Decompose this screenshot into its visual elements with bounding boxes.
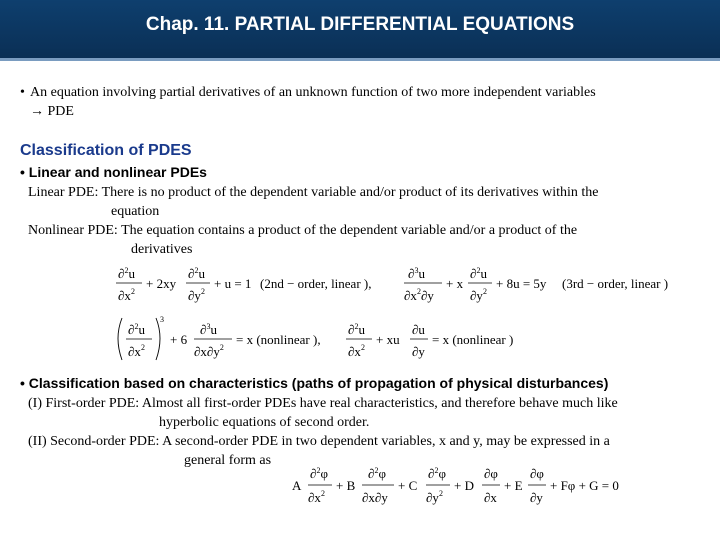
svg-text:+ xu: + xu — [376, 332, 400, 347]
linear-definition-1: Linear PDE: There is no product of the dependent variable and/or product of its derivatives within the — [28, 185, 599, 200]
nonlinear-equations-row — [110, 312, 580, 366]
intro-line-2: → PDE — [30, 104, 74, 119]
svg-text:3: 3 — [160, 315, 164, 324]
svg-text:∂y: ∂y — [530, 490, 543, 505]
svg-text:∂y2: $\partial y^2$ — [470, 287, 487, 303]
linear-nonlinear-title: • Linear and nonlinear PDEs — [20, 164, 207, 180]
second-order-2: general form as — [184, 453, 272, 468]
title-bar — [0, 0, 720, 61]
svg-text:∂x∂y: ∂x∂y — [362, 490, 388, 505]
svg-text:+ 8u = 5y: + 8u = 5y — [496, 276, 547, 291]
svg-text:∂2φ: ∂$^2$φ — [310, 466, 328, 481]
eq3-label: = x (nonlinear ), — [236, 332, 321, 347]
svg-text:∂2u: ∂$^2$u — [470, 266, 487, 281]
eq4-label: = x (nonlinear ) — [432, 332, 514, 347]
svg-text:∂2u: ∂$^2$u — [128, 322, 145, 337]
svg-text:∂3u: ∂$^3$u — [200, 322, 217, 337]
svg-text:∂2φ: ∂$^2$φ — [368, 466, 386, 481]
svg-text:+ D: + D — [454, 478, 474, 493]
svg-text:∂2u: ∂$^2$u — [348, 322, 365, 337]
page-title: Chap. 11. PARTIAL DIFFERENTIAL EQUATIONS — [145, 14, 575, 35]
second-order-1: (II) Second-order PDE: A second-order PDE in two dependent variables, x and y, may be expressed in a — [28, 434, 610, 449]
svg-text:∂φ: ∂φ — [530, 466, 544, 481]
svg-text:∂2u: ∂$^2$u — [118, 266, 135, 281]
svg-text:∂x2: $\partial x^2$ — [308, 489, 325, 505]
svg-text:∂3u: ∂$^3$u — [408, 266, 425, 281]
svg-text:∂y2: $\partial y^2$ — [426, 489, 443, 505]
svg-text:+ C: + C — [398, 478, 418, 493]
svg-text:+ 2xy: + 2xy — [146, 276, 177, 291]
nonlinear-definition-2: derivatives — [131, 242, 193, 257]
intro-bullet: • — [20, 85, 25, 100]
svg-text:+ x: + x — [446, 276, 464, 291]
first-order-2: hyperbolic equations of second order. — [159, 415, 370, 430]
svg-text:∂x: ∂x — [484, 490, 497, 505]
eq2-label: (3rd − order, linear ) — [562, 276, 669, 291]
svg-text:∂x2: $\partial x^2$ — [348, 343, 365, 359]
svg-text:∂x2: $\partial x^2$ — [128, 343, 145, 359]
svg-text:∂x∂y2: $\partial x\partial y^2$ — [194, 343, 224, 359]
svg-text:+ B: + B — [336, 478, 356, 493]
svg-text:+ 6: + 6 — [170, 332, 188, 347]
general-form-equation — [290, 462, 640, 510]
svg-text:∂x2∂y: $\partial x^2\partial y$ — [404, 287, 434, 303]
nonlinear-definition-1: Nonlinear PDE: The equation contains a product of the dependent variable and/or a product of the — [28, 223, 578, 238]
svg-text:∂2u: ∂$^2$u — [188, 266, 205, 281]
eq1-label: (2nd − order, linear ), — [260, 276, 372, 291]
svg-text:∂y: ∂y — [412, 344, 425, 359]
svg-text:∂x2: $\partial x^2$ — [118, 287, 135, 303]
svg-text:∂2φ: ∂$^2$φ — [428, 466, 446, 481]
svg-text:A: A — [292, 478, 302, 493]
svg-text:∂u: ∂u — [412, 322, 425, 337]
linear-equations-row — [110, 262, 710, 308]
linear-definition-2: equation — [111, 204, 160, 219]
intro-line-1: An equation involving partial derivatives of an unknown function of two more independent variables — [30, 85, 596, 100]
svg-text:∂φ: ∂φ — [484, 466, 498, 481]
arrow-icon: → — [30, 104, 44, 119]
svg-text:+ u = 1: + u = 1 — [214, 276, 252, 291]
svg-text:+ E: + E — [504, 478, 523, 493]
svg-text:+ Fφ + G = 0: + Fφ + G = 0 — [550, 478, 619, 493]
characteristics-title: • Classification based on characteristics (paths of propagation of physical disturbances) — [20, 375, 609, 391]
svg-text:∂y2: $\partial y^2$ — [188, 287, 205, 303]
classification-heading: Classification of PDES — [20, 142, 192, 159]
first-order-1: (I) First-order PDE: Almost all first-order PDEs have real characteristics, and therefore behave much like — [28, 396, 618, 411]
